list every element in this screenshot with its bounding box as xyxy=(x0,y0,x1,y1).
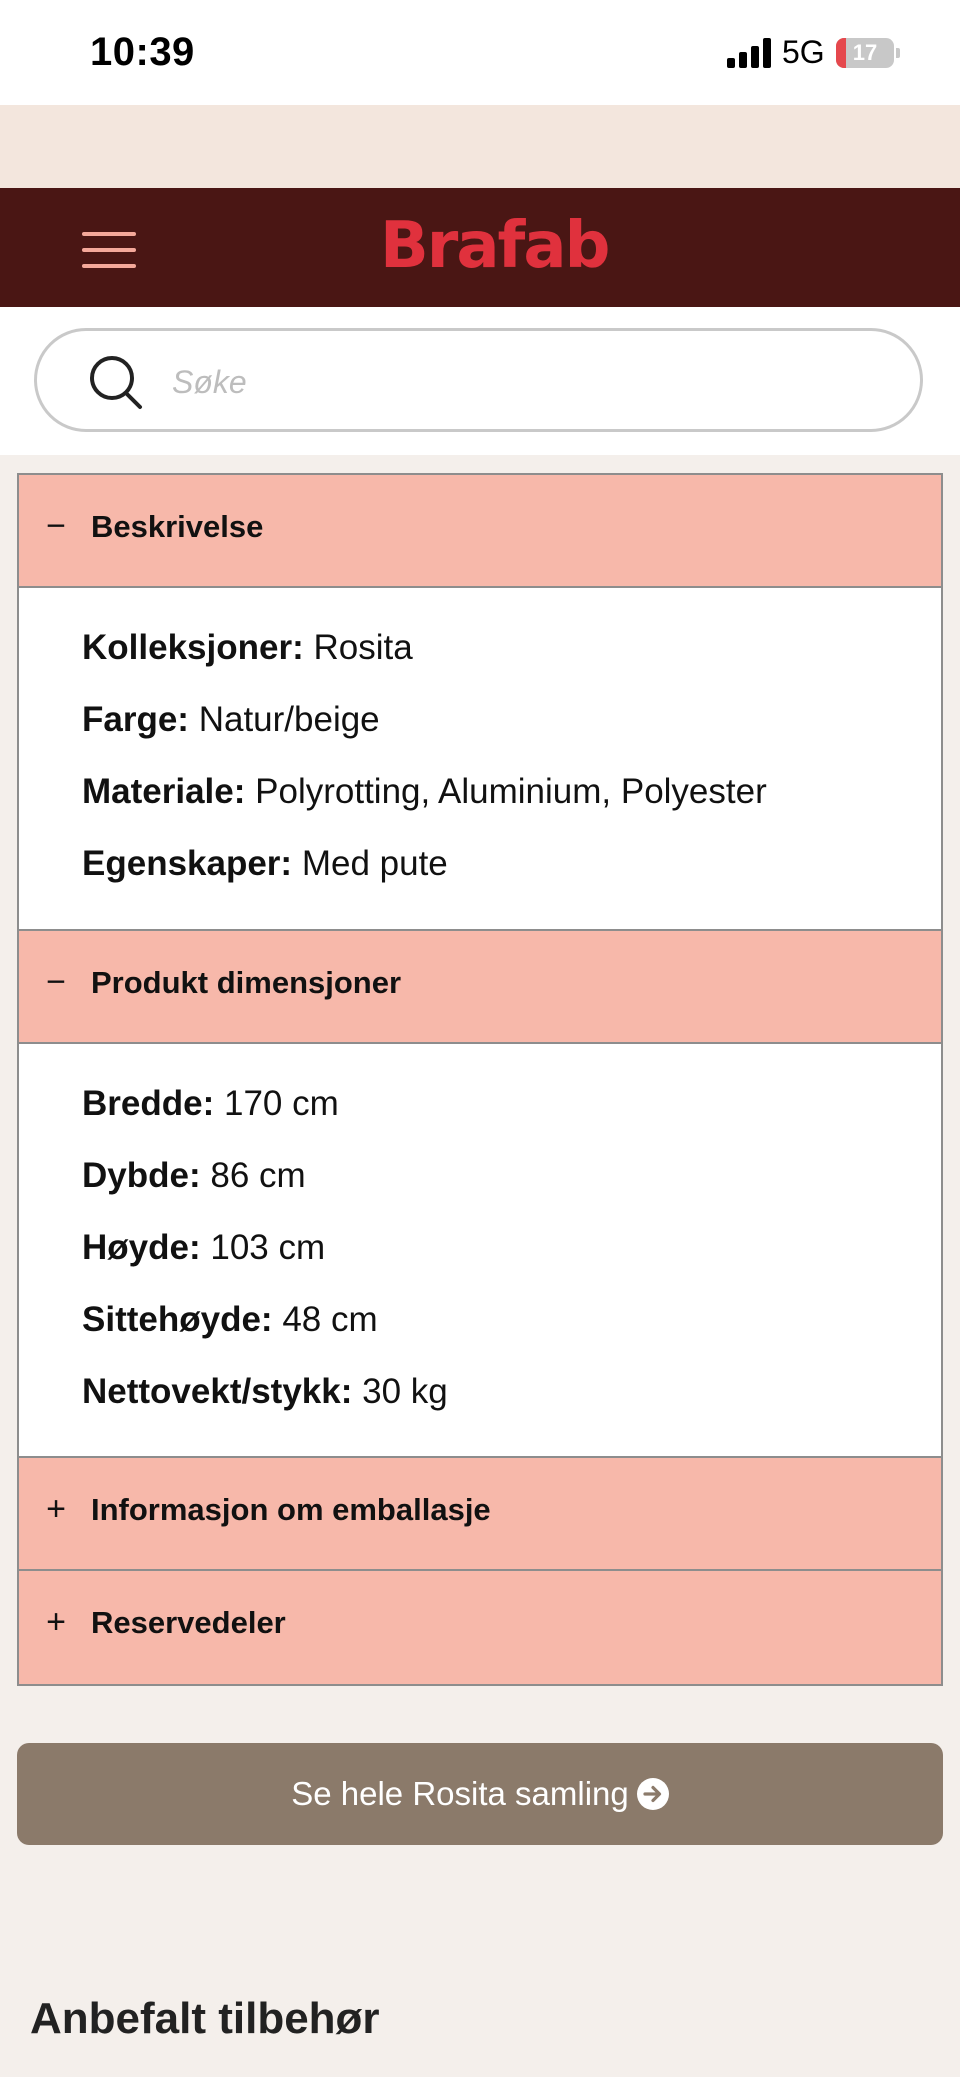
accordion-body-beskrivelse xyxy=(19,588,941,931)
collapse-icon[interactable]: − xyxy=(46,963,66,1001)
spec-value: Natur/beige xyxy=(198,700,380,739)
spec-value: Rosita xyxy=(313,628,413,667)
expand-icon[interactable]: + xyxy=(46,1603,66,1641)
spec-value: 86 cm xyxy=(210,1156,306,1195)
view-collection-button[interactable] xyxy=(17,1743,943,1845)
search-icon[interactable] xyxy=(86,352,146,412)
spec-value: 48 cm xyxy=(282,1300,378,1339)
accordion-title: Produkt dimensjoner xyxy=(91,965,402,1000)
accordion-header-produkt-dimensjoner[interactable] xyxy=(19,931,941,1044)
battery-nub xyxy=(896,48,900,58)
spec-value: 170 cm xyxy=(223,1084,339,1123)
expand-icon[interactable]: + xyxy=(46,1490,66,1528)
network-type: 5G xyxy=(782,34,825,70)
accordion-header-reservedeler[interactable] xyxy=(19,1571,941,1684)
collapse-icon[interactable]: − xyxy=(46,507,66,545)
spec-row xyxy=(82,844,448,884)
search-input[interactable] xyxy=(170,350,864,414)
battery-level: 17 xyxy=(852,40,878,65)
accordion-title: Beskrivelse xyxy=(91,509,264,544)
recommended-heading: Anbefalt tilbehør xyxy=(30,1994,380,2043)
accordion-title: Informasjon om emballasje xyxy=(91,1492,491,1527)
accordion-body-produkt-dimensjoner xyxy=(19,1044,941,1458)
battery-icon xyxy=(836,38,894,68)
accordion-header-emballasje[interactable] xyxy=(19,1458,941,1571)
spec-row xyxy=(82,1084,339,1124)
spec-row xyxy=(82,1372,448,1412)
spec-row xyxy=(82,772,767,812)
spec-row xyxy=(82,628,413,668)
spec-label: Bredde: xyxy=(82,1084,215,1123)
spec-row xyxy=(82,1300,378,1340)
spec-value: 30 kg xyxy=(362,1372,448,1411)
spec-value: Polyrotting, Aluminium, Polyester xyxy=(255,772,767,811)
spec-label: Materiale: xyxy=(82,772,246,811)
spec-value: 103 cm xyxy=(210,1228,326,1267)
spec-row xyxy=(82,1228,325,1268)
arrow-right-circle-icon xyxy=(637,1778,669,1810)
hamburger-menu-icon[interactable] xyxy=(82,232,138,268)
spec-label: Sittehøyde: xyxy=(82,1300,273,1339)
brand-logo[interactable]: Brafab xyxy=(380,209,609,283)
spec-row xyxy=(82,700,380,740)
promo-strip xyxy=(0,105,960,188)
product-accordion xyxy=(17,473,943,1686)
spec-label: Egenskaper: xyxy=(82,844,293,883)
spec-row xyxy=(82,1156,306,1196)
spec-value: Med pute xyxy=(301,844,448,883)
spec-label: Farge: xyxy=(82,700,189,739)
accordion-title: Reservedeler xyxy=(91,1605,286,1640)
spec-label: Nettovekt/stykk: xyxy=(82,1372,353,1411)
status-time: 10:39 xyxy=(90,30,195,74)
view-collection-label: Se hele Rosita samling xyxy=(291,1775,629,1812)
spec-label: Høyde: xyxy=(82,1228,201,1267)
spec-label: Dybde: xyxy=(82,1156,201,1195)
spec-label: Kolleksjoner: xyxy=(82,628,304,667)
status-bar xyxy=(0,0,960,105)
accordion-header-beskrivelse[interactable] xyxy=(19,475,941,588)
signal-bars-icon xyxy=(727,38,773,68)
